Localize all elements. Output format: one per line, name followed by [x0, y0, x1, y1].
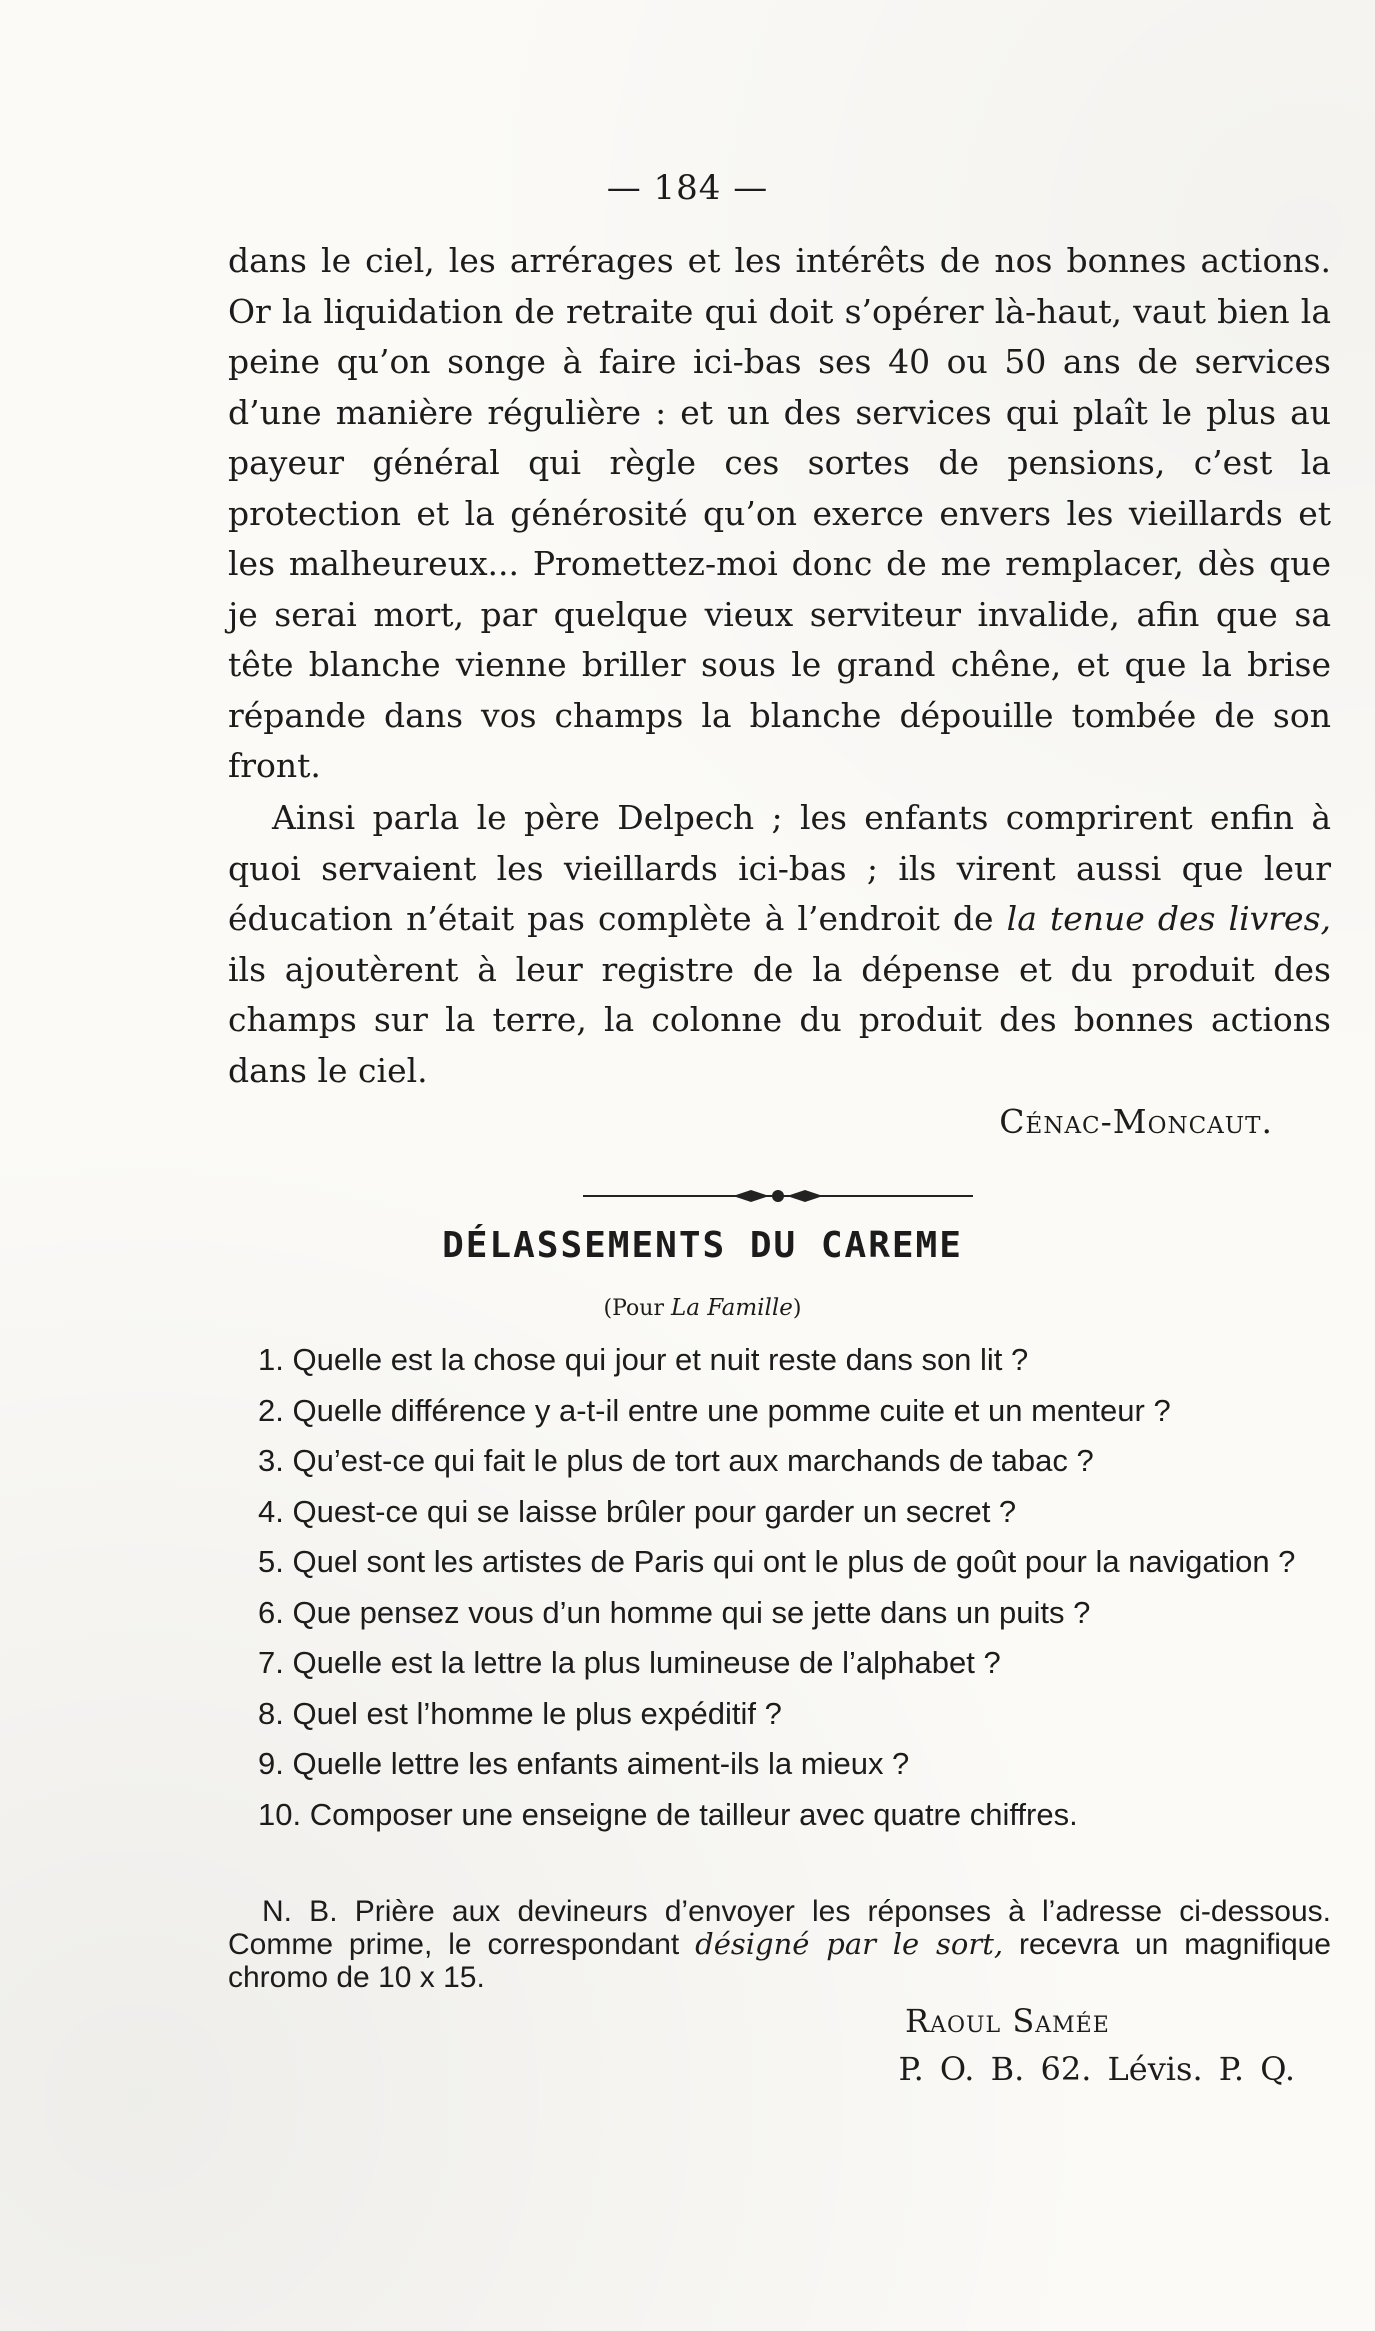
ornament-divider-icon [583, 1184, 973, 1208]
subtitle-italic: La Famille [670, 1295, 793, 1321]
paragraph-2-italic: la tenue des livres, [1006, 899, 1331, 938]
question-item: 6. Que pensez vous d’un homme qui se jette dans un puits ? [258, 1594, 1091, 1630]
question-item: 3. Qu’est-ce qui fait le plus de tort aux marchands de tabac ? [258, 1443, 1094, 1478]
question-list [228, 1335, 1331, 1840]
question-item: 4. Quest-ce qui se laisse brûler pour garder un secret ? [258, 1493, 1017, 1529]
subtitle-suffix: ) [792, 1296, 802, 1321]
contributor-signature: Raoul Samée [905, 2002, 1110, 2040]
note-italic: désigné par le sort, [695, 1927, 1004, 1961]
question-item: 8. Quel est l’homme le plus expéditif ? [258, 1695, 782, 1731]
page-number: — 184 — [606, 168, 769, 208]
paragraph-2-text-end: ils ajoutèrent à leur registre de la dépense et du produit des champs sur la terre, la colonne du produit des bonnes actions dans le ciel. [228, 949, 1331, 1090]
section-subtitle [0, 1295, 1375, 1321]
subtitle-prefix: (Pour [603, 1296, 664, 1321]
paragraph-1: dans le ciel, les arrérages et les intérêts de nos bonnes actions. Or la liquidation de retraite qui doit s’opérer là-haut, vaut bien la peine qu’on songe à faire ici-bas ses 40 ou 50 ans de services d’une manière régulière : et un des services qui plaît le plus au payeur général qui règle ces sortes de pensions, c’est la protection et la générosité qu’on exerce envers les vieillards et les malheureux... Promettez-moi donc de me remplacer, dès que je serai mort, par quelque vieux serviteur invalide, afin que sa tête blanche vienne briller sous le grand chêne, et que la brise répande dans vos champs la blanche dépouille tombée de son front. [228, 241, 1331, 785]
question-item: 10. Composer une enseigne de tailleur avec quatre chiffres. [258, 1796, 1078, 1832]
question-item: 2. Quelle différence y a-t-il entre une pomme cuite et un menteur ? [258, 1392, 1171, 1428]
question-item: 5. Quel sont les artistes de Paris qui ont le plus de goût pour la navigation ? [258, 1544, 1296, 1579]
note-text-start: N. B. Prière aux devineurs d’envoyer les réponses à l’adresse ci-dessous. Comme prime, le correspondant [228, 1895, 1331, 1961]
question-item: 7. Quelle est la lettre la plus lumineuse de l’alphabet ? [258, 1645, 1001, 1680]
section-title: DÉLASSEMENTS DU CAREME [442, 1225, 963, 1266]
question-item: 1. Quelle est la chose qui jour et nuit reste dans son lit ? [258, 1342, 1029, 1377]
note-text-end: recevra un magnifique chromo de 10 x 15. [228, 1928, 1331, 1994]
author-signature: Cénac-Moncaut. [999, 1102, 1273, 1141]
paragraph-2-text-start: Ainsi parla le père Delpech ; les enfants comprirent enfin à quoi servaient les vieillards ici-bas ; ils virent aussi que leur éducation n’était pas complète à l’endroit de [228, 798, 1331, 938]
postal-address: P. O. B. 62. Lévis. P. Q. [898, 2050, 1295, 2088]
question-item: 9. Quelle lettre les enfants aiment-ils la mieux ? [258, 1746, 910, 1781]
note-paragraph [228, 1895, 1331, 1994]
paragraph-2 [228, 793, 1331, 1096]
